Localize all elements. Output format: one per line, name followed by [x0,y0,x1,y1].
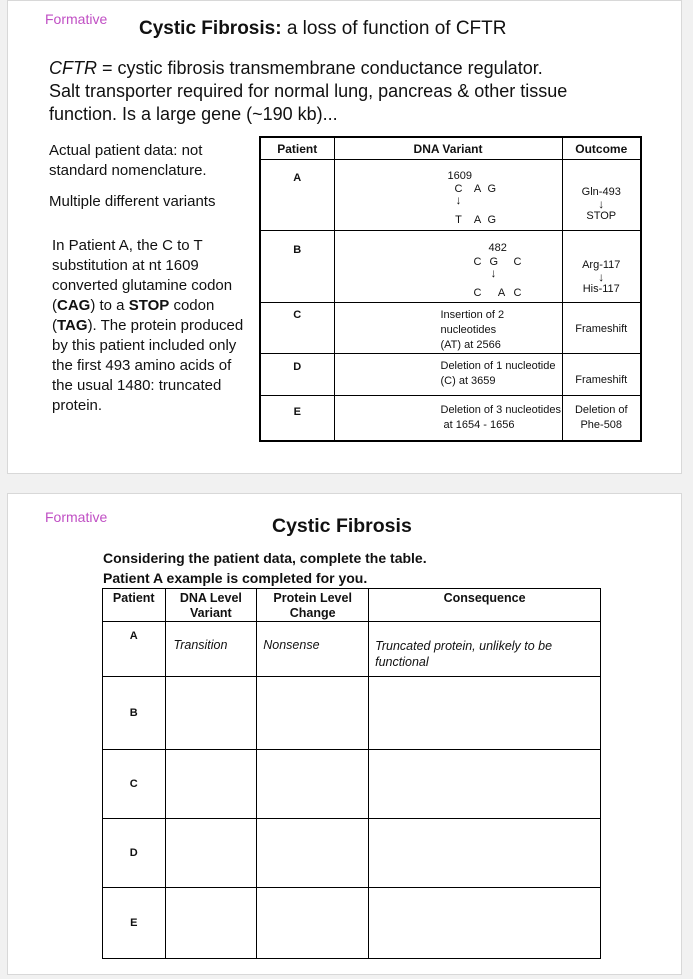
outcome: Frameshift [575,374,628,386]
outcome: Gln-493 ↓ STOP [581,186,621,222]
slide-cftr-overview [7,0,682,474]
table-row [260,160,641,231]
slide-complete-table [7,493,682,975]
patient-id: C [293,309,302,321]
header-protein-level-change: Protein Level Change [257,589,369,622]
patient-a-explanation: In Patient A, the C to T substitution at nt 1609 converted glutamine codon (CAG) to a STOP codon (TAG). The protein produced by this patient included only the first 493 amino acids of the usual 1480: truncated protein. [52,237,244,414]
table-row [103,622,601,677]
header-consequence: Consequence [369,589,601,622]
variant-description: Insertion of 2 nucleotides (AT) at 2566 [440,309,505,351]
patient-id: A [129,630,138,642]
slide-title: Cystic Fibrosis [272,515,412,537]
header-dna-variant: DNA Variant [334,137,562,160]
patient-id: D [293,361,302,373]
codon-after: C A C [473,287,522,299]
table-row [260,231,641,303]
slide-title: Cystic Fibrosis: a loss of function of CFTR [139,18,507,39]
intro-text: CFTR = cystic fibrosis transmembrane conductance regulator. Salt transporter required for normal lung, pancreas & other tissue function. Is a large gene (~190 kb)... [49,58,568,124]
patient-id: A [293,172,302,184]
patient-id: C [129,778,138,790]
codon-before: C ↓ A G [454,183,497,207]
nucleotide-position: 1609 [447,170,472,182]
patient-id: E [130,917,138,929]
table-row [260,396,641,441]
side-note-standard: Actual patient data: not standard nomenclature. [49,142,207,179]
table-row [260,303,641,354]
header-dna-level-variant: DNA Level Variant [165,589,257,622]
formative-label: Formative [45,11,108,27]
table-row [103,819,601,888]
dna-level-cell[interactable]: Transition [173,638,228,652]
formative-label: Formative [45,509,108,525]
side-note-variants: Multiple different variants [49,193,216,210]
patient-id: B [293,244,302,256]
consequence-cell[interactable]: Truncated protein, unlikely to be functional [375,639,553,669]
protein-level-cell[interactable]: Nonsense [263,638,320,652]
instructions: Considering the patient data, complete the table. Patient A example is completed for you. [103,550,427,586]
answer-table [102,588,601,959]
codon-before: C G ↓ C [473,256,522,280]
patient-id: E [293,406,301,418]
table-row [103,677,601,750]
patient-id: B [129,707,138,719]
table-row [103,888,601,959]
nucleotide-position: 482 [488,242,507,254]
header-patient: Patient [260,137,334,160]
outcome: Deletion of Phe-508 [574,404,628,431]
table-row [103,750,601,819]
table-row [260,354,641,396]
patient-variant-table [259,136,642,442]
outcome: Arg-117 ↓ His-117 [582,259,621,295]
header-patient: Patient [103,589,166,622]
codon-after: T A G [455,214,497,226]
variant-description: Deletion of 1 nucleotide (C) at 3659 [440,360,556,387]
outcome: Frameshift [575,323,628,335]
patient-id: D [129,847,138,859]
variant-description: Deletion of 3 nucleotides at 1654 - 1656 [440,404,561,431]
header-outcome: Outcome [562,137,641,160]
